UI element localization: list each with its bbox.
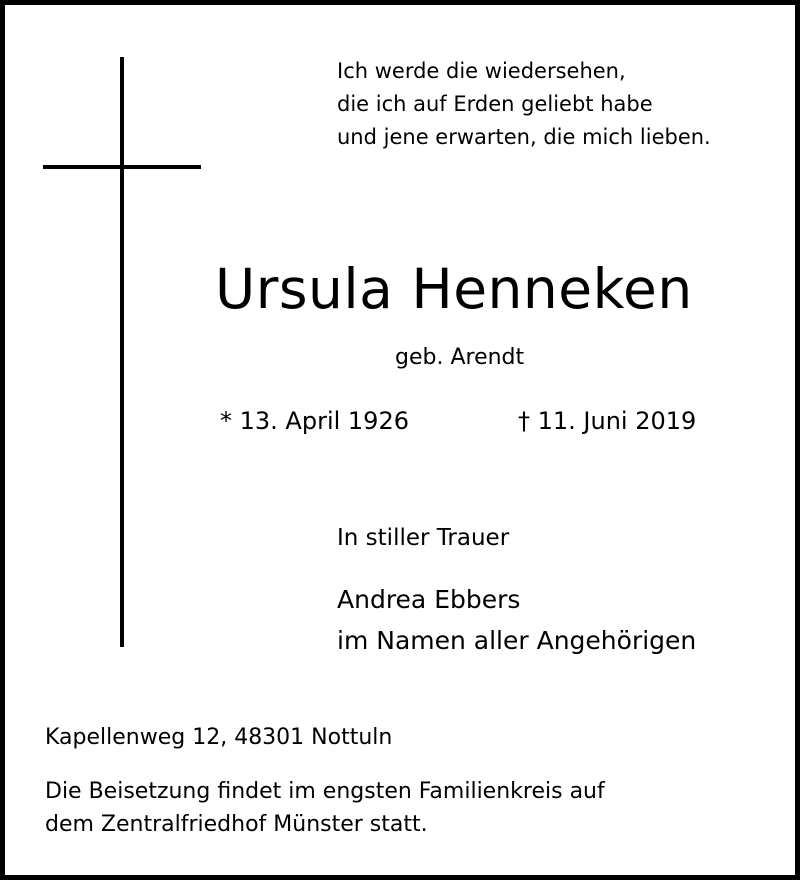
verse <box>337 55 711 154</box>
death-date: † 11. Juni 2019 <box>518 407 697 435</box>
mourning-intro: In stiller Trauer <box>337 525 510 551</box>
funeral-notice <box>45 775 775 841</box>
verse-line: Ich werde die wiedersehen, <box>337 59 626 83</box>
verse-line: und jene erwarten, die mich lieben. <box>337 125 711 149</box>
notice-line: dem Zentralfriedhof Münster statt. <box>45 812 428 837</box>
birth-date: * 13. April 1926 <box>220 407 409 435</box>
deceased-name: Ursula Henneken <box>215 257 693 321</box>
mourner-line: Andrea Ebbers <box>337 585 521 614</box>
notice-line: Die Beisetzung findet im engsten Familienkreis auf <box>45 779 605 804</box>
cross-vertical-bar <box>120 57 124 647</box>
mourners <box>337 579 696 661</box>
maiden-name: geb. Arendt <box>395 345 525 370</box>
verse-line: die ich auf Erden geliebt habe <box>337 92 653 116</box>
mourner-line: im Namen aller Angehörigen <box>337 626 697 655</box>
cross-horizontal-bar <box>43 165 201 169</box>
address: Kapellenweg 12, 48301 Nottuln <box>45 725 393 750</box>
